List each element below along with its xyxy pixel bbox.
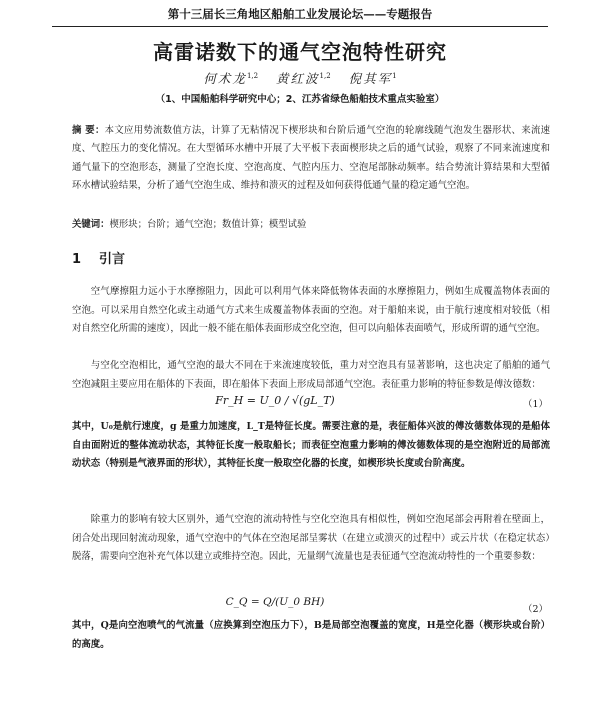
equation-number: （2） [522, 604, 548, 615]
keywords-text: 楔形块；台阶；通气空泡；数值计算；模型试验 [109, 219, 307, 230]
equation-froude: Fr_H = U_0 / √(gL_T) [215, 394, 335, 407]
running-header: 第十三届长三角地区船舶工业发展论坛——专题报告 [52, 6, 548, 27]
author-list [0, 69, 600, 87]
author-affil-mark: 1,2 [319, 71, 331, 80]
author-name: 倪其军 [348, 71, 393, 86]
author-name: 黄红波 [276, 71, 320, 86]
abstract [72, 122, 550, 196]
keywords [72, 217, 550, 233]
body-paragraph: 与空化空泡相比，通气空泡的最大不同在于来流速度较低，重力对空泡具有显著影响，这也决定了船舶的通气空泡减阻主要应用在船体的下表面，即在船体下表面上形成局部通气空泡。表征重力影响的特征参数是傅汝德数： [72, 360, 550, 390]
paper-title: 高雷诺数下的通气空泡特性研究 [153, 40, 447, 64]
equation-gas-flow: C_Q = Q/(U_0 BH) [225, 596, 325, 608]
body-paragraph: 除重力的影响有较大区别外，通气空泡的流动特性与空化空泡具有相似性，例如空泡尾部会再附着在壁面上，闭合处出现回射流动现象，通气空泡中的气体在空泡尾部呈雾状（在建立或溃灭的过程中）或云片状（在稳定状态）脱落，需要向空泡补充气体以建立或维持空泡。因此，无量纲气流量也是表征通气空泡流动特性的一个重要参数： [72, 514, 550, 563]
author-affil-mark: 1,2 [246, 71, 259, 80]
equation-number: （1） [522, 399, 548, 410]
section-heading [72, 248, 125, 267]
affiliations: （1、中国船舶科学研究中心；2、江苏省绿色船舶技术重点实验室） [155, 94, 445, 105]
abstract-label: 摘 要： [72, 125, 105, 136]
section-title: 引言 [99, 252, 126, 267]
author-name: 何术龙 [203, 71, 247, 86]
equation-note: 其中，Q是向空泡喷气的气流量（应换算到空泡压力下），B是局部空泡覆盖的宽度，H是空化器（楔形块或台阶）的高度。 [72, 620, 550, 650]
author-affil-mark: 1 [392, 71, 397, 80]
abstract-text: 本文应用势流数值方法，计算了无粘情况下楔形块和台阶后通气空泡的轮廓线随气泡发生器形状、来流速度、气腔压力的变化情况。在大型循环水槽中开展了大平板下表面楔形块之后的通气试验，观察了不同来流速度和通气量下的空泡形态，测量了空泡长度、空泡高度、气腔内压力、空泡尾部脉动频率。结合势流计算结果和大型循环水槽试验结果，分析了通气空泡生成、维持和溃灭的过程及如何获得低通气量的稳定通气空泡。 [72, 125, 551, 192]
body-paragraph: 空气摩擦阻力远小于水摩擦阻力，因此可以利用气体来降低物体表面的水摩擦阻力，例如生成覆盖物体表面的空泡。可以采用自然空化或主动通气方式来生成覆盖物体表面的空泡。对于船舶来说，由于航行速度相对较低（相对自然空化所需的速度），因此一般不能在船体表面形成空化空泡，但可以向船体表面喷气，形成所谓的通气空泡。 [72, 286, 550, 335]
equation-note: 其中，U₀是航行速度，g 是重力加速度，L_T是特征长度。需要注意的是，表征船体兴波的傅汝德数体现的是船体自由面附近的整体流动状态，其特征长度一般取船长；而表征空泡重力影响的傅汝德数体现的是空泡附近的局部流动状态（特别是气液界面的形状），其特征长度一般取空化器的长度，如楔形块长度或台阶高度。 [72, 421, 550, 470]
keywords-label: 关键词： [72, 219, 110, 230]
section-number: 1 [72, 252, 82, 267]
